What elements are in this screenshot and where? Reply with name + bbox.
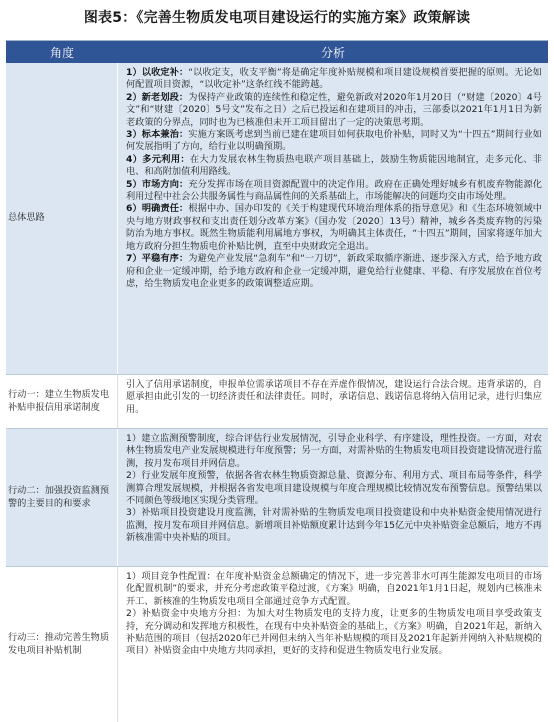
item-head: 3） [126,507,142,519]
item-head: 2）新老划段： [126,91,189,103]
item-head: 4）多元利用： [126,153,190,165]
item-text: 建立监测预警制度，综合评估行业发展情况，引导企业科学、有序建设，理性投资。一方面，对农林生物质发电产业发展规模进行年度预警；另一方面，对需补贴的生物质发电项目投资建设情况进行监测，按月发布项目并网信息。 [126,433,542,469]
list-item [126,253,542,290]
list-item [126,179,542,204]
row-content [118,63,548,374]
item-text: “以收定支，收支平衡”将是确定年度补贴规模和项目建设规模首要把握的原则。无论如何配置项目资源，“以收定补”这条红线不能跨越。 [126,67,542,91]
list-item [126,571,542,608]
item-text: 实施方案既考虑到当前已建在建项目如何获取电价补贴，同时又为“十四五”期间行业如何发展指明了方向，给行业以明确预期。 [126,129,542,153]
row-label: 行动三：推动完善生物质发电项目补贴机制 [6,567,118,722]
item-head: 3）标本兼治： [126,129,189,141]
row-content [118,567,548,722]
row-label: 总体思路 [6,63,118,374]
row-label: 行动二：加强投资监测预警的主要目的和要求 [6,429,118,566]
item-head: 2） [126,470,142,482]
table-header [6,41,548,63]
item-head: 7）平稳有序： [126,253,189,265]
item-text: 在大力发展农林生物质热电联产项目基础上，鼓励生物质能因地制宜，走多元化、非电、和高附加值利用路线。 [126,153,542,178]
item-head: 2） [126,608,142,620]
list-item [126,154,542,179]
header-analysis: 分析 [320,45,345,60]
item-text: 根据中办、国办印发的《关于构建现代环境治理体系的指导意见》和《生态环境领域中央与地方财政事权和支出责任划分改革方案》（国办发〔2020〕13号）精神，城乡各类废弃物的污染防治为地方事权。既然生物质能利用属地方事权，为明确其主体责任，“十四五”期间，国家将逐年加大地方政府分担生物质电价补贴比例，直至中央财政完全退出。 [126,203,542,252]
list-item [126,433,542,470]
list-item [126,203,542,253]
item-text: 为保持产业政策的连续性和稳定性，避免新政对2020年1月20日（“财建〔2020〕4号文”和“财建〔2020〕5号文”发布之日）之后已投运和在建项目的冲击，三部委以2021年1月1日为新老政策的分界点，同时也为已核准但未开工项目留出了一定的决策思考期。 [126,91,542,128]
table-row [6,567,548,722]
item-head: 1）以收定补： [126,67,189,78]
policy-table [6,40,548,722]
table-row [6,63,548,375]
header-angle: 角度 [49,45,74,60]
item-head: 5）市场方向： [126,178,189,190]
list-item [126,67,542,92]
item-head: 1） [126,433,142,444]
item-text: 项目竞争性配置：在年度补贴资金总额确定的情况下，进一步完善非水可再生能源发电项目的市场化配置机制”的要求，并充分考虑政策平稳过渡，《方案》明确，自2021年1月1日起，规划内已核准未开工、新核准的生物质发电项目全部通过竞争方式配置。 [126,571,542,607]
list-item [126,470,542,507]
item-text: 为避免产业发展“急刹车”和“一刀切”，新政采取循序渐进、逐步深入方式，给予地方政府和企业一定缓冲期，给予地方政府和企业一定缓冲期，避免给行业健康、平稳、有序发展放在首位考虑，给生物质发电企业更多的政策调整适应期。 [126,253,542,289]
item-head: 1） [126,571,142,582]
item-text: 补贴项目投资建设月度监测，针对需补贴的生物质发电项目投资建设和中央补贴资金使用情况进行监测，按月发布项目并网信息。新增项目补贴额度累计达到今年15亿元中央补贴资金总额后，地方不再新核准需中央补贴的项目。 [126,507,542,544]
table-row [6,375,548,429]
figure-title: 图表5：《完善生物质发电项目建设运行的实施方案》政策解读 [83,10,471,26]
list-item [126,507,542,544]
item-head: 6）明确责任： [126,203,189,215]
row-label: 行动一：建立生物质发电补贴申报信用承诺制度 [6,375,118,428]
list-item [126,92,542,129]
row-content: 引入了信用承诺制度，申报单位需承诺项目不存在弄虚作假情况，建设运行合法合规。违背承诺的，自愿承担由此引发的一切经济责任和法律责任。同时，承诺信息、践诺信息将纳入信用记录，进行归集应用。 [126,379,542,415]
item-text: 充分发挥市场在项目资源配置中的决定作用。政府在正确处理好城乡有机废弃物能源化利用过程中社会公共服务属性与商品属性间的关系基础上，市场能解决的问题均交由市场处理。 [126,178,542,203]
table-row [6,429,548,567]
list-item [126,129,542,154]
item-text: 补贴资金中央地方分担：为加大对生物质发电的支持力度，让更多的生物质发电项目享受政策支持，充分调动和发挥地方积极性，在现有中央补贴资金的基础上，《方案》明确，自2021年起，新纳入补贴范围的项目（包括2020年已并网但未纳入当年补贴规模的项目及2021年起新并网纳入补贴规模的项目）补贴资金由中央地方共同承担，更好的支持和促进生物质发电行业发展。 [126,608,542,657]
list-item [126,608,542,658]
row-content [118,429,548,566]
item-text: 行业发展年度预警，依据各省农林生物质资源总量、资源分布、利用方式、项目布局等条件，科学测算合理发展规模，并根据各省发电项目建设规模与年度合理规模比较情况发布预警信息。预警结果以不同颜色等级地区实现分类管理。 [126,470,542,507]
